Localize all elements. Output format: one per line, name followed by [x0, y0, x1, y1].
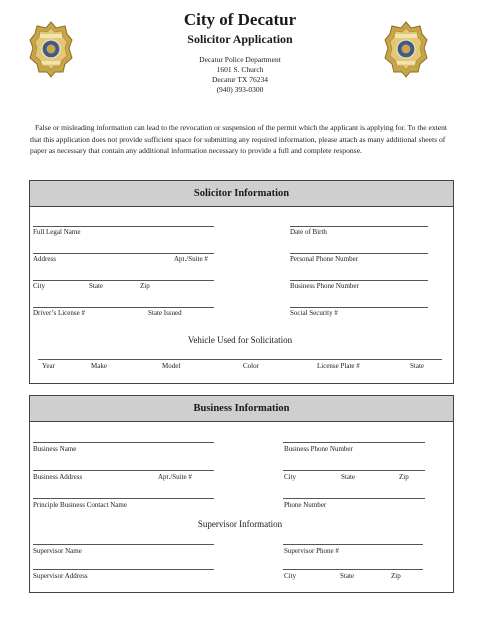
- supervisor-city-state-zip-field[interactable]: [283, 569, 423, 570]
- supervisor-zip-label: Zip: [391, 572, 401, 580]
- business-zip-label: Zip: [399, 473, 409, 481]
- contact-name-label: Principle Business Contact Name: [33, 501, 127, 509]
- full-legal-name-field[interactable]: [33, 226, 214, 227]
- business-phone-number-field[interactable]: [283, 442, 425, 443]
- social-security-label: Social Security #: [290, 309, 338, 317]
- business-apt-suite-label: Apt./Suite #: [158, 473, 192, 481]
- business-address-field[interactable]: [33, 470, 214, 471]
- supervisor-phone-field[interactable]: [283, 544, 423, 545]
- address-label: Address: [33, 255, 56, 263]
- solicitor-information-heading: Solicitor Information: [30, 181, 453, 207]
- drivers-license-field[interactable]: [33, 307, 214, 308]
- state-issued-label: State Issued: [148, 309, 182, 317]
- business-phone-field[interactable]: [290, 280, 428, 281]
- business-information-panel: [29, 395, 454, 593]
- address-field[interactable]: [33, 253, 214, 254]
- page-title: City of Decatur: [183, 10, 297, 29]
- date-of-birth-label: Date of Birth: [290, 228, 327, 236]
- business-name-field[interactable]: [33, 442, 214, 443]
- license-plate-label: License Plate #: [317, 362, 360, 370]
- business-information-heading: Business Information: [30, 396, 453, 422]
- business-address-label: Business Address: [33, 473, 83, 481]
- city-label: City: [33, 282, 46, 290]
- supervisor-name-label: Supervisor Name: [33, 547, 82, 555]
- supervisor-heading: Supervisor Information: [197, 519, 283, 529]
- address-line-department: Decatur Police Department: [199, 55, 281, 64]
- vehicle-heading: Vehicle Used for Solicitation: [187, 335, 293, 345]
- business-city-label: City: [284, 473, 297, 481]
- supervisor-phone-label: Supervisor Phone #: [284, 547, 339, 555]
- city-state-zip-field[interactable]: [33, 280, 214, 281]
- supervisor-name-field[interactable]: [33, 544, 214, 545]
- business-city-state-zip-field[interactable]: [283, 470, 425, 471]
- intro-paragraph: False or misleading information can lead to the revocation or suspension of the permit which the applicant is applying for. To the extent that this application does not provide sufficient space for submitting any required information, please attach as many additional sheets of paper as necessary that contain any additional information necessary to provide a full and complete response.: [30, 123, 448, 156]
- personal-phone-label: Personal Phone Number: [290, 255, 359, 263]
- vehicle-state-label: State: [410, 362, 424, 370]
- contact-name-field[interactable]: [33, 498, 214, 499]
- vehicle-make-label: Make: [91, 362, 107, 370]
- contact-phone-field[interactable]: [283, 498, 425, 499]
- vehicle-color-label: Color: [243, 362, 259, 370]
- business-state-label: State: [341, 473, 355, 481]
- zip-label: Zip: [140, 282, 150, 290]
- personal-phone-field[interactable]: [290, 253, 428, 254]
- date-of-birth-field[interactable]: [290, 226, 428, 227]
- full-legal-name-label: Full Legal Name: [33, 228, 81, 236]
- business-name-label: Business Name: [33, 445, 77, 453]
- address-line-street: 1601 S. Church: [216, 65, 264, 74]
- supervisor-address-field[interactable]: [33, 569, 214, 570]
- business-phone-number-label: Business Phone Number: [284, 445, 353, 453]
- vehicle-field[interactable]: [38, 359, 442, 360]
- vehicle-year-label: Year: [42, 362, 55, 370]
- vehicle-model-label: Model: [162, 362, 181, 370]
- supervisor-state-label: State: [340, 572, 354, 580]
- address-line-phone: (940) 393-0300: [216, 85, 264, 94]
- contact-phone-label: Phone Number: [284, 501, 327, 509]
- apt-suite-label: Apt./Suite #: [174, 255, 208, 263]
- social-security-field[interactable]: [290, 307, 428, 308]
- address-line-city: Decatur TX 76234: [211, 75, 269, 84]
- business-phone-label: Business Phone Number: [290, 282, 359, 290]
- state-label: State: [89, 282, 103, 290]
- police-badge-icon: [29, 20, 73, 78]
- supervisor-city-label: City: [284, 572, 297, 580]
- drivers-license-label: Driver’s License #: [33, 309, 85, 317]
- page-subtitle: Solicitor Application: [187, 32, 293, 46]
- supervisor-address-label: Supervisor Address: [33, 572, 88, 580]
- police-badge-icon: [384, 20, 428, 78]
